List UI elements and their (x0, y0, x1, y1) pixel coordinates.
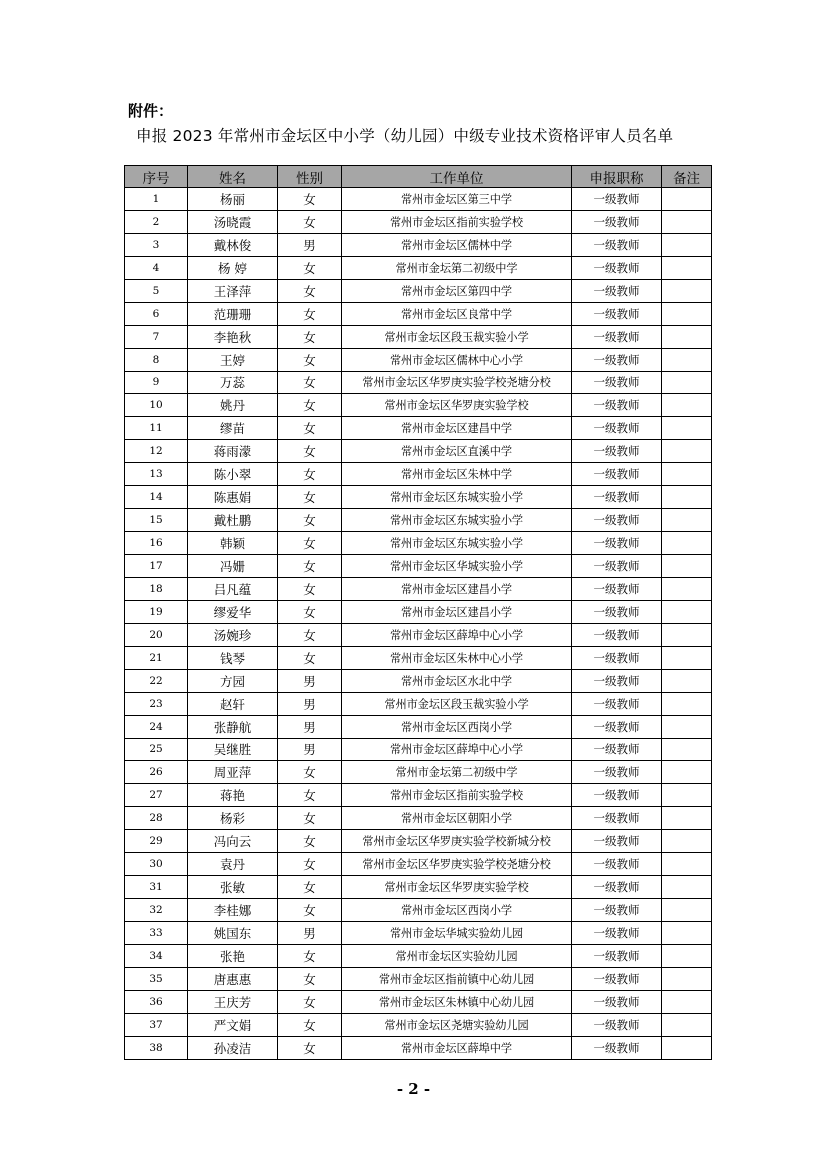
cell-work-unit: 常州市金坛区第四中学 (342, 279, 572, 302)
cell-gender: 女 (278, 967, 342, 990)
cell-title-applied: 一级教师 (572, 669, 662, 692)
cell-name: 周亚萍 (188, 761, 278, 784)
cell-remarks (662, 669, 712, 692)
cell-index: 12 (125, 440, 188, 463)
cell-name: 韩颖 (188, 532, 278, 555)
cell-title-applied: 一级教师 (572, 486, 662, 509)
cell-work-unit: 常州市金坛华城实验幼儿园 (342, 922, 572, 945)
table-row (125, 348, 712, 371)
table-row (125, 807, 712, 830)
table-row (125, 371, 712, 394)
cell-index: 19 (125, 600, 188, 623)
cell-work-unit: 常州市金坛区指前实验学校 (342, 210, 572, 233)
cell-name: 孙凌洁 (188, 1036, 278, 1059)
cell-name: 蒋艳 (188, 784, 278, 807)
cell-work-unit: 常州市金坛区华罗庚实验学校 (342, 394, 572, 417)
cell-title-applied: 一级教师 (572, 302, 662, 325)
cell-remarks (662, 715, 712, 738)
cell-remarks (662, 440, 712, 463)
cell-work-unit: 常州市金坛区西岗小学 (342, 715, 572, 738)
cell-remarks (662, 486, 712, 509)
cell-work-unit: 常州市金坛区直溪中学 (342, 440, 572, 463)
cell-remarks (662, 210, 712, 233)
table-row (125, 899, 712, 922)
cell-remarks (662, 990, 712, 1013)
cell-work-unit: 常州市金坛区儒林中学 (342, 233, 572, 256)
cell-index: 6 (125, 302, 188, 325)
cell-gender: 女 (278, 302, 342, 325)
cell-remarks (662, 623, 712, 646)
cell-work-unit: 常州市金坛区东城实验小学 (342, 509, 572, 532)
cell-title-applied: 一级教师 (572, 876, 662, 899)
cell-title-applied: 一级教师 (572, 509, 662, 532)
cell-remarks (662, 348, 712, 371)
cell-gender: 男 (278, 233, 342, 256)
cell-remarks (662, 371, 712, 394)
cell-gender: 女 (278, 853, 342, 876)
cell-work-unit: 常州市金坛第二初级中学 (342, 761, 572, 784)
cell-gender: 女 (278, 876, 342, 899)
cell-index: 29 (125, 830, 188, 853)
cell-index: 2 (125, 210, 188, 233)
col-header-gender: 性别 (278, 166, 342, 188)
cell-index: 18 (125, 577, 188, 600)
cell-gender: 女 (278, 440, 342, 463)
table-row (125, 532, 712, 555)
cell-name: 万蕊 (188, 371, 278, 394)
cell-name: 方园 (188, 669, 278, 692)
table-row (125, 555, 712, 578)
cell-gender: 女 (278, 1036, 342, 1059)
cell-index: 38 (125, 1036, 188, 1059)
cell-remarks (662, 876, 712, 899)
cell-name: 杨丽 (188, 188, 278, 211)
cell-index: 11 (125, 417, 188, 440)
cell-remarks (662, 279, 712, 302)
cell-title-applied: 一级教师 (572, 784, 662, 807)
cell-index: 24 (125, 715, 188, 738)
cell-name: 冯向云 (188, 830, 278, 853)
cell-name: 赵轩 (188, 692, 278, 715)
cell-title-applied: 一级教师 (572, 417, 662, 440)
cell-work-unit: 常州市金坛区华罗庚实验学校新城分校 (342, 830, 572, 853)
cell-work-unit: 常州市金坛区段玉裁实验小学 (342, 692, 572, 715)
cell-title-applied: 一级教师 (572, 256, 662, 279)
cell-title-applied: 一级教师 (572, 532, 662, 555)
cell-title-applied: 一级教师 (572, 577, 662, 600)
table-row (125, 922, 712, 945)
table-row (125, 715, 712, 738)
cell-gender: 女 (278, 325, 342, 348)
cell-title-applied: 一级教师 (572, 1036, 662, 1059)
cell-index: 5 (125, 279, 188, 302)
cell-work-unit: 常州市金坛区指前镇中心幼儿园 (342, 967, 572, 990)
cell-gender: 女 (278, 990, 342, 1013)
cell-name: 汤婉珍 (188, 623, 278, 646)
roster-table (124, 165, 712, 1060)
table-row (125, 440, 712, 463)
cell-name: 范珊珊 (188, 302, 278, 325)
col-header-index: 序号 (125, 166, 188, 188)
cell-work-unit: 常州市金坛区水北中学 (342, 669, 572, 692)
cell-gender: 女 (278, 348, 342, 371)
cell-work-unit: 常州市金坛区建昌中学 (342, 417, 572, 440)
cell-name: 袁丹 (188, 853, 278, 876)
cell-gender: 男 (278, 669, 342, 692)
cell-title-applied: 一级教师 (572, 899, 662, 922)
table-row (125, 210, 712, 233)
cell-title-applied: 一级教师 (572, 623, 662, 646)
cell-index: 25 (125, 738, 188, 761)
col-header-title-applied: 申报职称 (572, 166, 662, 188)
cell-title-applied: 一级教师 (572, 348, 662, 371)
cell-index: 28 (125, 807, 188, 830)
cell-index: 13 (125, 463, 188, 486)
cell-name: 戴林俊 (188, 233, 278, 256)
cell-title-applied: 一级教师 (572, 188, 662, 211)
cell-title-applied: 一级教师 (572, 646, 662, 669)
cell-index: 7 (125, 325, 188, 348)
cell-name: 王庆芳 (188, 990, 278, 1013)
cell-remarks (662, 600, 712, 623)
cell-name: 张艳 (188, 944, 278, 967)
table-row (125, 967, 712, 990)
col-header-remarks: 备注 (662, 166, 712, 188)
cell-remarks (662, 922, 712, 945)
cell-name: 陈惠娟 (188, 486, 278, 509)
cell-index: 32 (125, 899, 188, 922)
cell-gender: 男 (278, 922, 342, 945)
table-row (125, 1013, 712, 1036)
cell-work-unit: 常州市金坛区建昌小学 (342, 577, 572, 600)
cell-title-applied: 一级教师 (572, 394, 662, 417)
cell-remarks (662, 302, 712, 325)
cell-name: 吴继胜 (188, 738, 278, 761)
cell-gender: 女 (278, 784, 342, 807)
cell-title-applied: 一级教师 (572, 279, 662, 302)
cell-work-unit: 常州市金坛区段玉裁实验小学 (342, 325, 572, 348)
cell-gender: 女 (278, 188, 342, 211)
cell-name: 缪爱华 (188, 600, 278, 623)
cell-remarks (662, 233, 712, 256)
cell-work-unit: 常州市金坛区实验幼儿园 (342, 944, 572, 967)
cell-index: 1 (125, 188, 188, 211)
table-row (125, 944, 712, 967)
cell-name: 姚国东 (188, 922, 278, 945)
cell-index: 10 (125, 394, 188, 417)
cell-remarks (662, 784, 712, 807)
cell-index: 33 (125, 922, 188, 945)
cell-index: 27 (125, 784, 188, 807)
cell-gender: 女 (278, 532, 342, 555)
table-row (125, 463, 712, 486)
cell-name: 蒋雨濛 (188, 440, 278, 463)
cell-remarks (662, 692, 712, 715)
cell-name: 陈小翠 (188, 463, 278, 486)
cell-work-unit: 常州市金坛区华罗庚实验学校尧塘分校 (342, 371, 572, 394)
cell-index: 21 (125, 646, 188, 669)
cell-title-applied: 一级教师 (572, 761, 662, 784)
cell-remarks (662, 394, 712, 417)
cell-index: 37 (125, 1013, 188, 1036)
cell-remarks (662, 463, 712, 486)
cell-remarks (662, 509, 712, 532)
cell-gender: 女 (278, 623, 342, 646)
cell-index: 36 (125, 990, 188, 1013)
cell-remarks (662, 738, 712, 761)
cell-remarks (662, 761, 712, 784)
table-row (125, 692, 712, 715)
cell-remarks (662, 188, 712, 211)
cell-remarks (662, 899, 712, 922)
cell-title-applied: 一级教师 (572, 715, 662, 738)
cell-index: 35 (125, 967, 188, 990)
cell-gender: 女 (278, 646, 342, 669)
cell-remarks (662, 532, 712, 555)
cell-title-applied: 一级教师 (572, 1013, 662, 1036)
cell-name: 缪苗 (188, 417, 278, 440)
cell-name: 唐惠惠 (188, 967, 278, 990)
table-row (125, 669, 712, 692)
cell-gender: 女 (278, 417, 342, 440)
cell-title-applied: 一级教师 (572, 967, 662, 990)
table-row (125, 1036, 712, 1059)
table-row (125, 830, 712, 853)
cell-name: 姚丹 (188, 394, 278, 417)
attachment-label: 附件： (128, 102, 174, 120)
cell-name: 张静航 (188, 715, 278, 738)
cell-work-unit: 常州市金坛区朱林镇中心幼儿园 (342, 990, 572, 1013)
cell-index: 8 (125, 348, 188, 371)
cell-gender: 女 (278, 279, 342, 302)
cell-work-unit: 常州市金坛区朱林中心小学 (342, 646, 572, 669)
cell-index: 31 (125, 876, 188, 899)
cell-gender: 女 (278, 555, 342, 578)
cell-gender: 女 (278, 830, 342, 853)
cell-remarks (662, 807, 712, 830)
cell-name: 冯姗 (188, 555, 278, 578)
cell-work-unit: 常州市金坛区朱林中学 (342, 463, 572, 486)
cell-gender: 女 (278, 371, 342, 394)
cell-name: 吕凡蕴 (188, 577, 278, 600)
cell-gender: 女 (278, 944, 342, 967)
cell-title-applied: 一级教师 (572, 440, 662, 463)
cell-name: 严文娟 (188, 1013, 278, 1036)
cell-remarks (662, 325, 712, 348)
cell-name: 李艳秋 (188, 325, 278, 348)
cell-title-applied: 一级教师 (572, 830, 662, 853)
cell-index: 23 (125, 692, 188, 715)
cell-gender: 男 (278, 715, 342, 738)
cell-name: 钱琴 (188, 646, 278, 669)
table-row (125, 738, 712, 761)
cell-remarks (662, 830, 712, 853)
cell-index: 15 (125, 509, 188, 532)
cell-work-unit: 常州市金坛区西岗小学 (342, 899, 572, 922)
table-row (125, 325, 712, 348)
cell-title-applied: 一级教师 (572, 325, 662, 348)
table-row (125, 577, 712, 600)
table-row (125, 509, 712, 532)
cell-index: 34 (125, 944, 188, 967)
table-row (125, 279, 712, 302)
cell-work-unit: 常州市金坛区薛埠中心小学 (342, 623, 572, 646)
cell-index: 9 (125, 371, 188, 394)
cell-title-applied: 一级教师 (572, 555, 662, 578)
cell-remarks (662, 853, 712, 876)
table-row (125, 394, 712, 417)
table-header-row (125, 166, 712, 188)
cell-title-applied: 一级教师 (572, 371, 662, 394)
table-row (125, 761, 712, 784)
page-number: - 2 - (396, 1080, 431, 1098)
cell-work-unit: 常州市金坛区指前实验学校 (342, 784, 572, 807)
cell-index: 22 (125, 669, 188, 692)
cell-index: 14 (125, 486, 188, 509)
table-row (125, 990, 712, 1013)
cell-gender: 女 (278, 807, 342, 830)
cell-name: 王婷 (188, 348, 278, 371)
table-row (125, 623, 712, 646)
cell-index: 16 (125, 532, 188, 555)
cell-gender: 女 (278, 899, 342, 922)
cell-work-unit: 常州市金坛区东城实验小学 (342, 486, 572, 509)
cell-work-unit: 常州市金坛区华罗庚实验学校尧塘分校 (342, 853, 572, 876)
cell-gender: 女 (278, 1013, 342, 1036)
cell-gender: 女 (278, 509, 342, 532)
cell-index: 20 (125, 623, 188, 646)
cell-name: 王泽萍 (188, 279, 278, 302)
table-row (125, 417, 712, 440)
cell-gender: 女 (278, 463, 342, 486)
table-row (125, 486, 712, 509)
table-row (125, 853, 712, 876)
cell-work-unit: 常州市金坛第二初级中学 (342, 256, 572, 279)
cell-title-applied: 一级教师 (572, 738, 662, 761)
cell-work-unit: 常州市金坛区华罗庚实验学校 (342, 876, 572, 899)
table-body (125, 188, 712, 1060)
table-row (125, 600, 712, 623)
cell-remarks (662, 967, 712, 990)
cell-work-unit: 常州市金坛区良常中学 (342, 302, 572, 325)
cell-work-unit: 常州市金坛区尧塘实验幼儿园 (342, 1013, 572, 1036)
cell-title-applied: 一级教师 (572, 922, 662, 945)
table-row (125, 233, 712, 256)
cell-work-unit: 常州市金坛区建昌小学 (342, 600, 572, 623)
cell-title-applied: 一级教师 (572, 600, 662, 623)
cell-index: 26 (125, 761, 188, 784)
cell-work-unit: 常州市金坛区儒林中心小学 (342, 348, 572, 371)
cell-work-unit: 常州市金坛区薛埠中学 (342, 1036, 572, 1059)
cell-title-applied: 一级教师 (572, 233, 662, 256)
cell-title-applied: 一级教师 (572, 210, 662, 233)
cell-name: 杨 婷 (188, 256, 278, 279)
cell-index: 4 (125, 256, 188, 279)
cell-work-unit: 常州市金坛区薛埠中心小学 (342, 738, 572, 761)
cell-remarks (662, 1036, 712, 1059)
cell-work-unit: 常州市金坛区华城实验小学 (342, 555, 572, 578)
cell-name: 李桂娜 (188, 899, 278, 922)
table-row (125, 784, 712, 807)
cell-title-applied: 一级教师 (572, 807, 662, 830)
document-title: 申报 2023 年常州市金坛区中小学（幼儿园）中级专业技术资格评审人员名单 (136, 127, 674, 145)
cell-index: 17 (125, 555, 188, 578)
cell-title-applied: 一级教师 (572, 853, 662, 876)
col-header-work-unit: 工作单位 (342, 166, 572, 188)
table-row (125, 188, 712, 211)
cell-gender: 女 (278, 761, 342, 784)
table-row (125, 876, 712, 899)
cell-gender: 男 (278, 738, 342, 761)
table-row (125, 302, 712, 325)
cell-name: 汤晓霞 (188, 210, 278, 233)
cell-gender: 女 (278, 394, 342, 417)
cell-work-unit: 常州市金坛区朝阳小学 (342, 807, 572, 830)
cell-remarks (662, 1013, 712, 1036)
cell-name: 戴杜鹏 (188, 509, 278, 532)
cell-index: 30 (125, 853, 188, 876)
cell-remarks (662, 417, 712, 440)
cell-title-applied: 一级教师 (572, 944, 662, 967)
cell-remarks (662, 555, 712, 578)
cell-gender: 男 (278, 692, 342, 715)
cell-title-applied: 一级教师 (572, 692, 662, 715)
table-row (125, 256, 712, 279)
cell-work-unit: 常州市金坛区东城实验小学 (342, 532, 572, 555)
cell-title-applied: 一级教师 (572, 463, 662, 486)
cell-gender: 女 (278, 600, 342, 623)
cell-gender: 女 (278, 210, 342, 233)
cell-title-applied: 一级教师 (572, 990, 662, 1013)
cell-remarks (662, 256, 712, 279)
cell-index: 3 (125, 233, 188, 256)
cell-gender: 女 (278, 486, 342, 509)
cell-work-unit: 常州市金坛区第三中学 (342, 188, 572, 211)
cell-name: 杨彩 (188, 807, 278, 830)
cell-remarks (662, 577, 712, 600)
cell-gender: 女 (278, 577, 342, 600)
table-row (125, 646, 712, 669)
col-header-name: 姓名 (188, 166, 278, 188)
cell-name: 张敏 (188, 876, 278, 899)
cell-gender: 女 (278, 256, 342, 279)
cell-remarks (662, 944, 712, 967)
cell-remarks (662, 646, 712, 669)
